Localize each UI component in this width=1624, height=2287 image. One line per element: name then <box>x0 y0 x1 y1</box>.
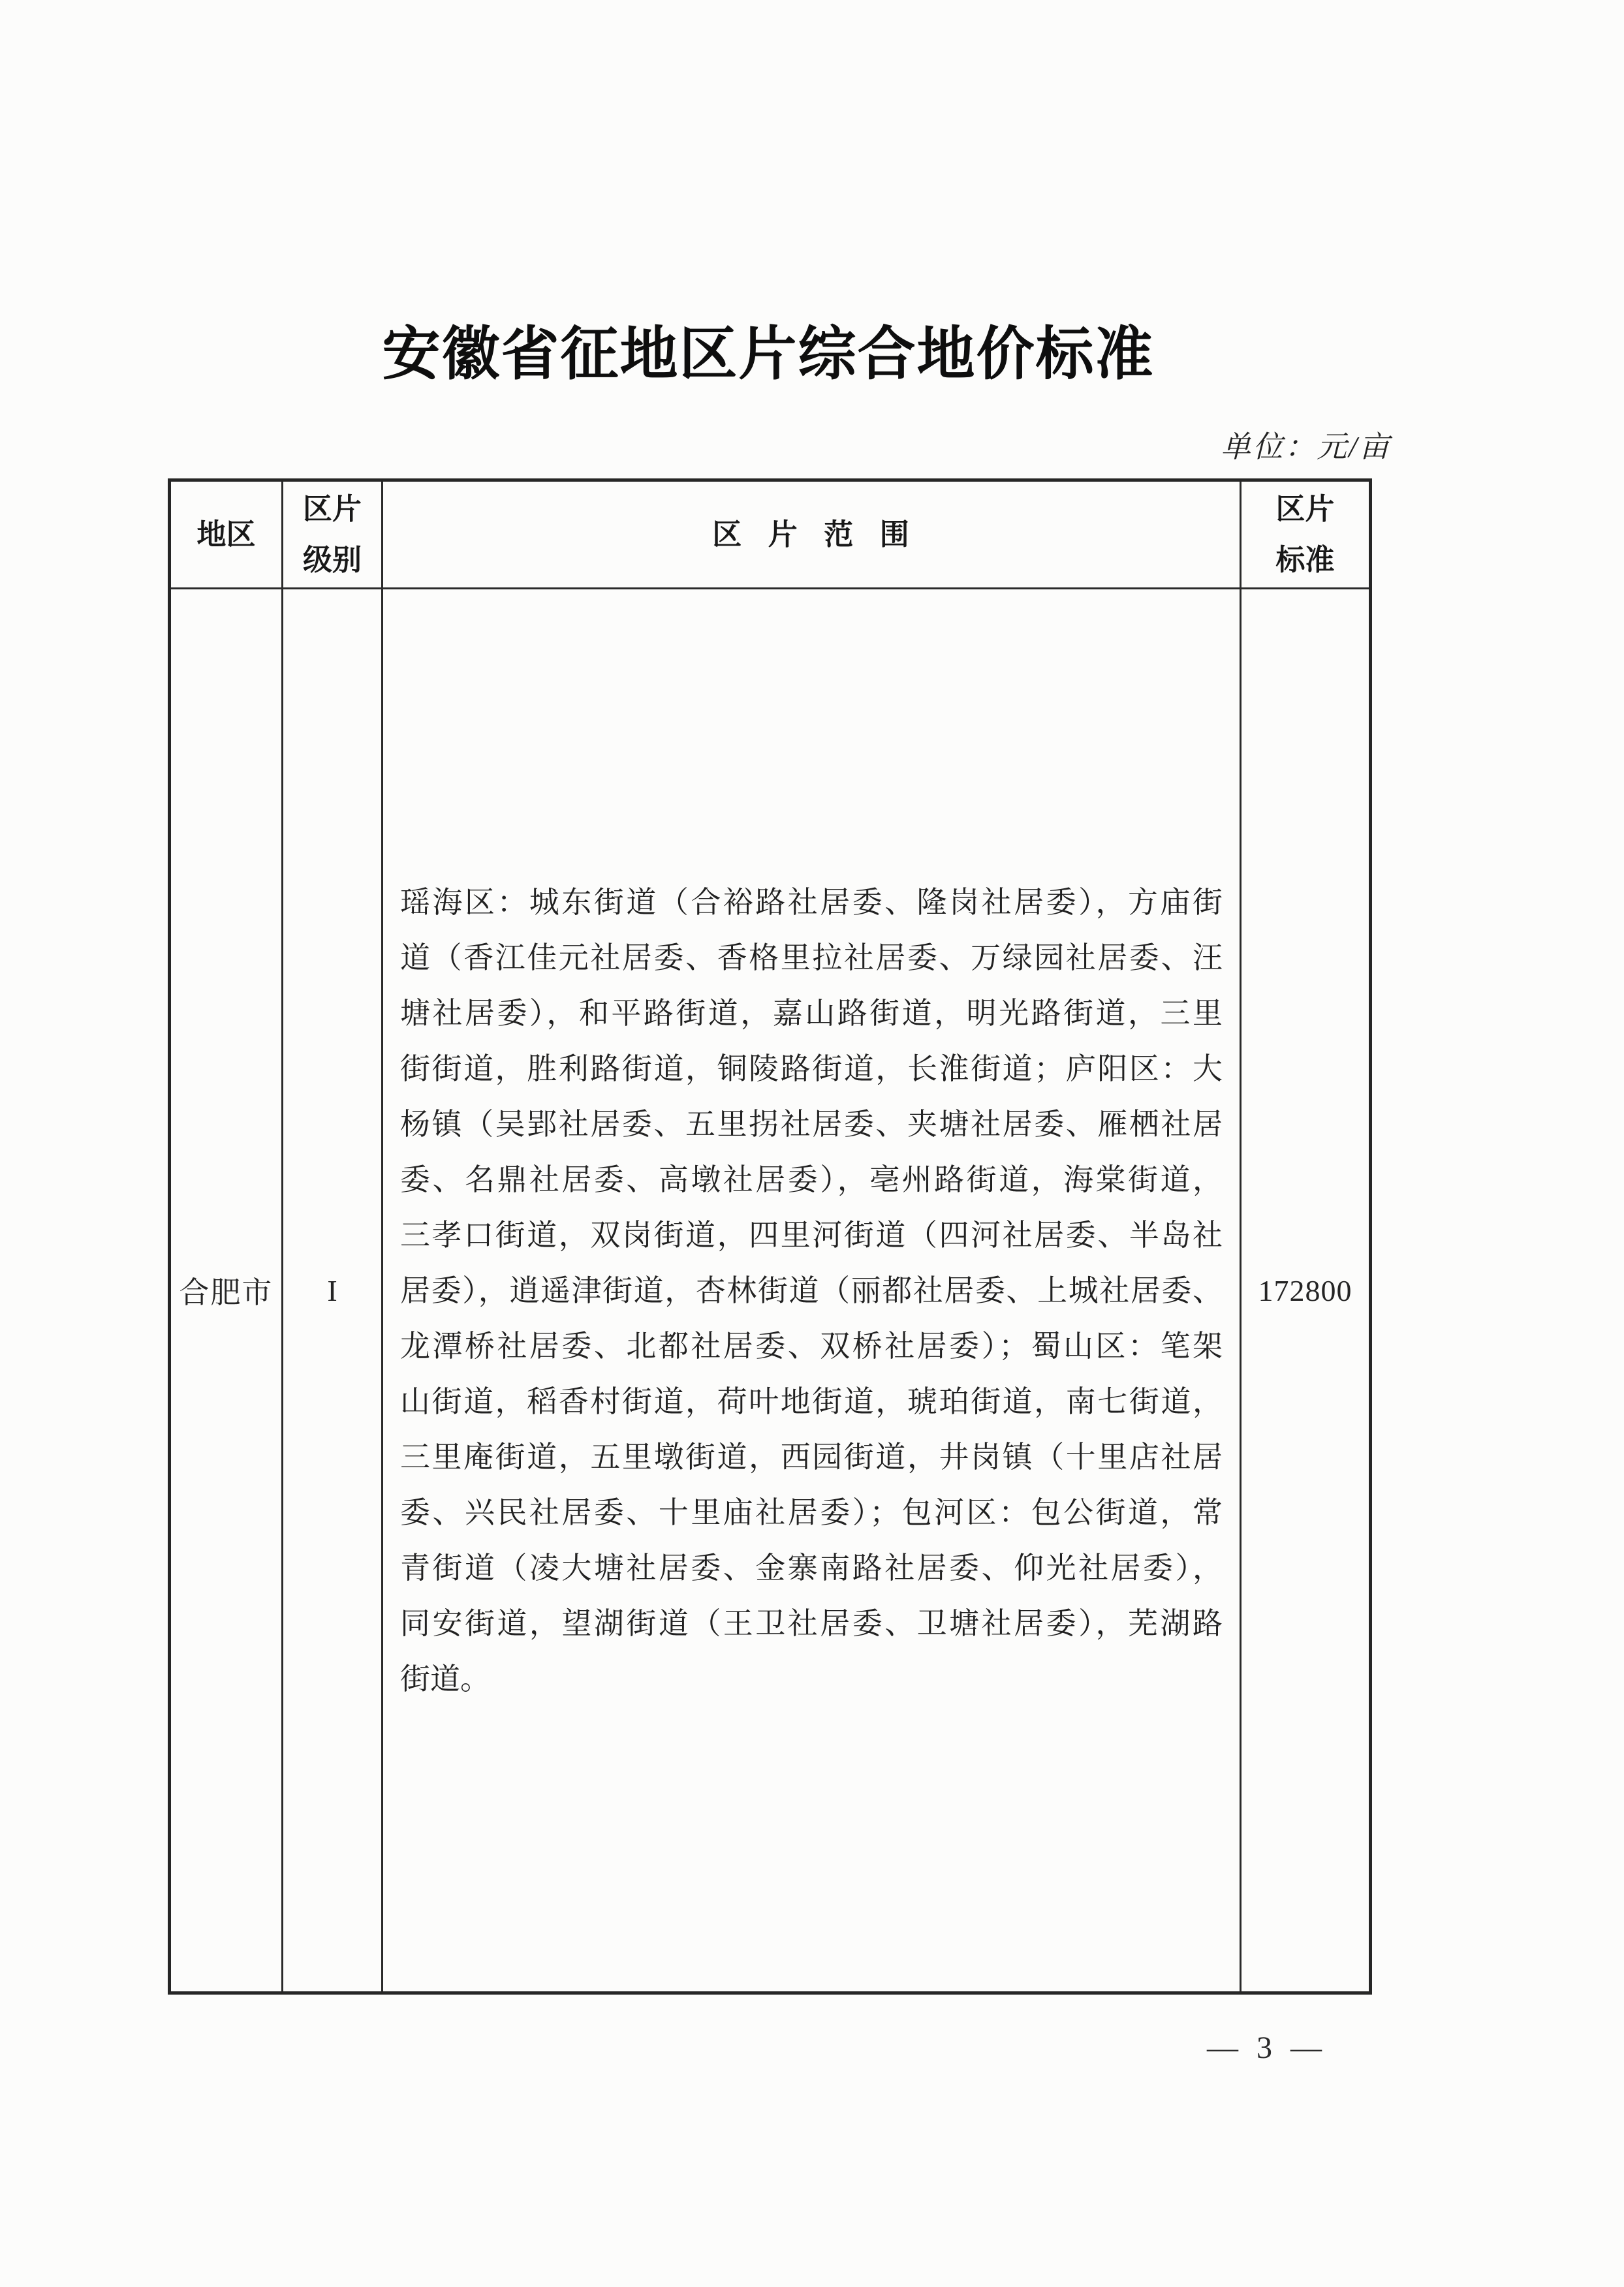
range-text-line: 三孝口街道，双岗街道，四里河街道（四河社居委、半岛社 <box>400 1218 1223 1252</box>
level-cell: I <box>283 589 383 1993</box>
page-number: — 3 — <box>1207 2030 1327 2065</box>
range-text-block <box>400 875 1223 1707</box>
range-text-line: 街街道，胜利路街道，铜陵路街道，长淮街道；庐阳区：大 <box>400 1051 1223 1085</box>
header-standard <box>1241 480 1371 589</box>
range-text-line: 同安街道，望湖街道（王卫社居委、卫塘社居委），芜湖路 <box>400 1606 1223 1640</box>
range-text-line: 委、兴民社居委、十里庙社居委）；包河区：包公街道，常 <box>400 1495 1223 1529</box>
document-title: 安徽省征地区片综合地价标准 <box>382 323 1155 387</box>
range-text-line: 塘社居委），和平路街道，嘉山路街道，明光路街道，三里 <box>400 996 1223 1030</box>
header-region-label: 地区 <box>196 518 256 551</box>
header-standard-line2: 标准 <box>1275 543 1335 576</box>
header-level-line1: 区片 <box>302 492 362 525</box>
header-standard-line1: 区片 <box>1275 492 1335 525</box>
range-text-line: 瑶海区：城东街道（合裕路社居委、隆岗社居委），方庙街 <box>400 885 1223 919</box>
header-level-line2: 级别 <box>302 543 362 576</box>
range-text-line: 杨镇（吴郢社居委、五里拐社居委、夹塘社居委、雁栖社居 <box>400 1107 1223 1141</box>
range-text-line: 龙潭桥社居委、北都社居委、双桥社居委）；蜀山区：笔架 <box>400 1329 1223 1363</box>
range-text-line: 街道。 <box>400 1662 490 1696</box>
range-text-line: 山街道，稻香村街道，荷叶地街道，琥珀街道，南七街道， <box>400 1384 1223 1418</box>
header-range <box>383 480 1241 589</box>
range-text-line: 道（香江佳元社居委、香格里拉社居委、万绿园社居委、汪 <box>400 941 1223 974</box>
region-cell: 合肥市 <box>170 589 283 1993</box>
header-range-label: 区 片 范 围 <box>712 518 911 551</box>
unit-label: 单位：元/亩 <box>1221 430 1391 463</box>
table-row-hefei <box>170 589 1371 1993</box>
range-text-line: 居委），逍遥津街道，杏林街道（丽都社居委、上城社居委、 <box>400 1273 1223 1307</box>
range-text-line: 委、名鼎社居委、高墩社居委），亳州路街道，海棠街道， <box>400 1162 1223 1196</box>
header-region <box>170 480 283 589</box>
range-text-line: 三里庵街道，五里墩街道，西园街道，井岗镇（十里店社居 <box>400 1440 1223 1474</box>
range-text-line: 青街道（凌大塘社居委、金寨南路社居委、仰光社居委）， <box>400 1551 1223 1585</box>
land-price-table <box>168 478 1372 1995</box>
table-header-row <box>170 480 1371 589</box>
range-cell <box>383 589 1241 1993</box>
header-level <box>283 480 383 589</box>
standard-price-cell: 172800 <box>1241 589 1371 1993</box>
